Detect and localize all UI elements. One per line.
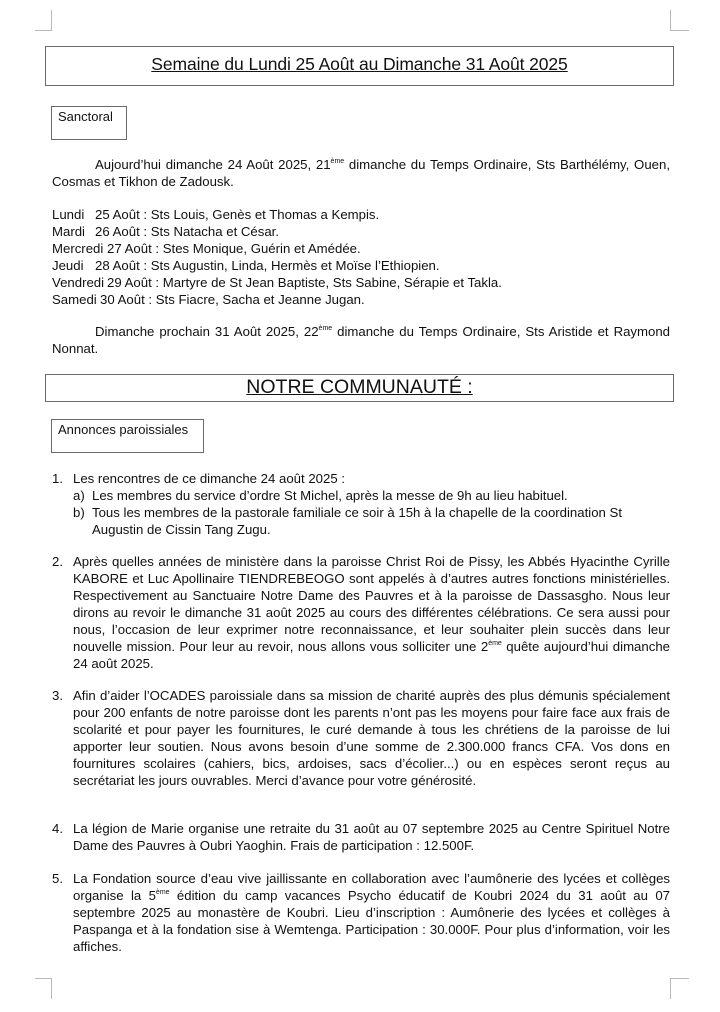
weekday-saints-list xyxy=(52,206,502,308)
day-row-samedi: Samedi 30 Août : Sts Fiacre, Sacha et Jeanne Jugan. xyxy=(52,292,365,307)
page-corner-mark-bottom-left xyxy=(35,978,52,999)
announcement-item-4: 4. La légion de Marie organise une retraite du 31 août au 07 septembre 2025 au Centre Spirituel Notre Dame des Pauvres à Oubri Yaoghin. Frais de participation : 12.500F. xyxy=(52,821,670,853)
community-section-title: NOTRE COMMUNAUTÉ : xyxy=(246,376,473,398)
page-corner-mark-top-right xyxy=(670,10,689,31)
announcement-item-3: 3. Afin d’aider l’OCADES paroissiale dans sa mission de charité auprès des plus démunis spécialement pour 200 enfants de notre paroisse dont les parents n’ont pas les moyens pour faire face aux frais de scolarité et pour payer les fournitures, le curé demande à tous les chrétiens de la paroisse de lui apporter leur soutien. Nous avons besoin d’une somme de 2.300.000 francs CFA. Vos dons en fournitures scolaires (cahiers, bics, ardoises, sacs d’écolier...) ou en espèces seront reçus au secrétariat les jours ouvrables. Merci d’avance pour votre générosité. xyxy=(52,688,670,788)
day-row-mercredi: Mercredi 27 Août : Stes Monique, Guérin et Amédée. xyxy=(52,241,361,256)
community-section-box xyxy=(45,374,674,402)
page-corner-mark-bottom-right xyxy=(670,978,689,999)
next-sunday-paragraph: Dimanche prochain 31 Août 2025, 22ème dimanche du Temps Ordinaire, Sts Aristide et Raymond Nonnat. xyxy=(52,324,671,356)
announcement-item-2: 2. Après quelles années de ministère dans la paroisse Christ Roi de Pissy, les Abbés Hyacinthe Cyrille KABORE et Luc Apollinaire TIENDREBEOGO sont appelés à d’autres autres fonctions ministérielles. Respectivement au Sanctuaire Notre Dame des Pauvres et à la paroisse de Dassasgho. Nous leur dirons au revoir le dimanche 31 août 2025 au cours des différentes célébrations. Ce sera aussi pour nous, l’occasion de leur exprimer notre reconnaissance, et leur souhaiter plein succès dans leur nouvelle mission. Pour leur au revoir, nous allons vous solliciter une 2ème quête aujourd’hui dimanche 24 août 2025. xyxy=(52,554,670,671)
week-title: Semaine du Lundi 25 Août au Dimanche 31 Août 2025 xyxy=(151,54,568,74)
announcements-label: Annonces paroissiales xyxy=(51,419,204,453)
page-corner-mark-top-left xyxy=(35,10,52,31)
announcement-subitem-b: b) Tous les membres de la pastorale familiale ce soir à 15h à la chapelle de la coordination St Augustin de Cissin Tang Zugu. xyxy=(73,505,622,537)
day-row-vendredi: Vendredi 29 Août : Martyre de St Jean Baptiste, Sts Sabine, Sérapie et Takla. xyxy=(52,275,502,290)
day-row-lundi: Lundi 25 Août : Sts Louis, Genès et Thomas a Kempis. xyxy=(52,207,380,222)
announcement-item-5: 5. La Fondation source d’eau vive jaillissante en collaboration avec l’aumônerie des lycées et collèges organise la 5ème édition du camp vacances Psycho éducatif de Koubri 2024 du 31 août au 07 septembre 2025 au monastère de Koubri. Lieu d’inscription : Aumônerie des lycées et collèges à Paspanga et à la fondation sise à Wemtenga. Participation : 30.000F. Pour plus d’information, voir les affiches. xyxy=(52,871,671,954)
announcement-item-1: 1. Les rencontres de ce dimanche 24 août 2025 : a) Les membres du service d’ordre St Michel, après la messe de 9h au lieu habituel. b) Tous les membres de la pastorale familiale ce soir à 15h à la chapelle de la coordination St Augustin de Cissin Tang Zugu. xyxy=(52,470,670,538)
day-row-jeudi: Jeudi 28 Août : Sts Augustin, Linda, Hermès et Moïse l’Ethiopien. xyxy=(52,258,440,273)
day-row-mardi: Mardi 26 Août : Sts Natacha et César. xyxy=(52,224,280,239)
announcement-subitem-a: a) Les membres du service d’ordre St Michel, après la messe de 9h au lieu habituel. xyxy=(73,488,568,503)
week-title-box xyxy=(45,46,674,86)
sanctoral-label: Sanctoral xyxy=(51,106,127,140)
today-paragraph: Aujourd’hui dimanche 24 Août 2025, 21ème dimanche du Temps Ordinaire, Sts Barthélémy, Ouen, Cosmas et Tikhon de Zadousk. xyxy=(52,157,670,189)
